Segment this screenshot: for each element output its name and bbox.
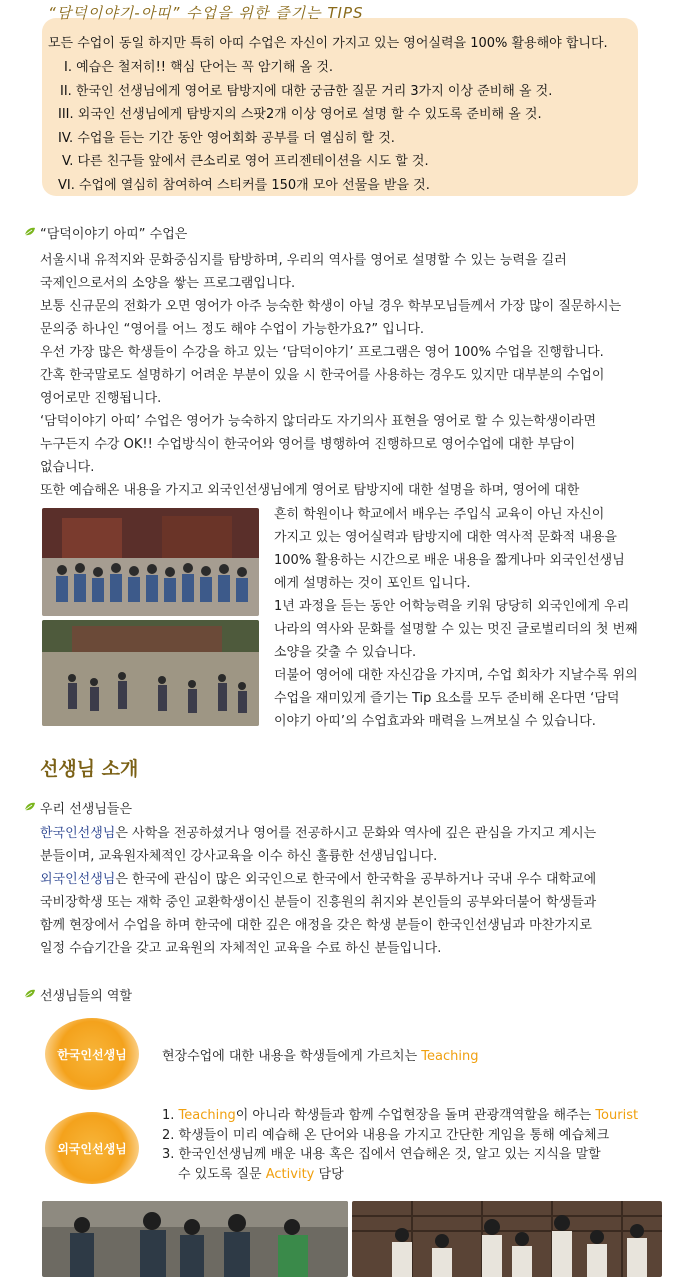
fr-role-1: 1. Teaching이 아니라 학생들과 함께 수업현장을 돌며 관광객역할을 해주는 Tourist <box>162 1108 639 1123</box>
teachers-heading: 우리 선생님들은 <box>40 802 133 817</box>
teachers-line: 분들이며, 교육원자체적인 강사교육을 이수 하신 훌륭한 선생님입니다. <box>40 849 438 864</box>
about-side-line: 더불어 영어에 대한 자신감을 가지며, 수업 회차가 지날수록 위의 <box>274 668 638 683</box>
tips-item-4: IV. 수업을 듣는 기간 동안 영어회화 공부를 더 열심히 할 것. <box>58 131 395 146</box>
group-photo-palace <box>42 508 259 616</box>
about-line: ‘담덕이야기 아띠’ 수업은 영어가 능숙하지 않더라도 자기의사 표현을 영어로 할 수 있는학생이라면 <box>40 414 597 429</box>
leaf-icon <box>24 801 36 813</box>
tips-title: “담덕이야기-아띠” 수업을 위한 즐기는 TIPS <box>48 4 364 22</box>
about-heading: “담덕이야기 아띠” 수업은 <box>40 227 188 242</box>
leaf-icon <box>24 988 36 1000</box>
about-side-line: 나라의 역사와 문화를 설명할 수 있는 멋진 글로벌리더의 첫 번째 <box>274 622 638 637</box>
tips-intro: 모든 수업이 동일 하지만 특히 아띠 수업은 자신이 가지고 있는 영어실력을 100% 활용해야 합니다. <box>48 36 608 51</box>
about-side-line: 가지고 있는 영어실력과 탐방지에 대한 역사적 문화적 내용을 <box>274 530 617 545</box>
tips-item-3: III. 외국인 선생님에게 탐방지의 스팟2개 이상 영어로 설명 할 수 있도록 준비해 올 것. <box>58 107 542 122</box>
about-line: 국제인으로서의 소양을 쌓는 프로그램입니다. <box>40 276 296 291</box>
tips-item-6: VI. 수업에 열심히 참여하여 스티커를 150개 모아 선물을 받을 것. <box>58 178 430 193</box>
teachers-title: 선생님 소개 <box>40 758 139 780</box>
tips-item-2: II. 한국인 선생님에게 영어로 탐방지에 대한 궁금한 질문 거리 3가지 이상 준비해 올 것. <box>60 84 553 99</box>
fr-teacher-label: 외국인선생님 <box>40 872 116 887</box>
fr-role-3-cont: 수 있도록 질문 Activity 담당 <box>178 1167 344 1182</box>
roles-heading: 선생님들의 역할 <box>40 989 133 1004</box>
about-side-line: 100% 활용하는 시간으로 배운 내용을 짧게나마 외국인선생님 <box>274 553 625 568</box>
leaf-icon <box>24 226 36 238</box>
group-photo-courtyard <box>42 620 259 726</box>
teachers-line: 일정 수습기간을 갖고 교육원의 자체적인 교육을 수료 하신 분들입니다. <box>40 941 442 956</box>
teachers-line: 은 한국에 관심이 많은 외국인으로 한국에서 한국학을 공부하거나 국내 우수 대학교에 <box>115 872 597 887</box>
about-line: 문의중 하나인 “영어를 어느 정도 해야 수업이 가능한가요?” 입니다. <box>40 322 425 337</box>
about-line: 우선 가장 많은 학생들이 수강을 하고 있는 ‘담덕이야기’ 프로그램은 영어 100% 수업을 진행합니다. <box>40 345 604 360</box>
about-line: 보통 신규문의 전화가 오면 영어가 아주 능숙한 학생이 아닐 경우 학부모님들께서 가장 많이 질문하시는 <box>40 299 622 314</box>
about-side-line: 에게 설명하는 것이 포인트 입니다. <box>274 576 471 591</box>
about-side-line: 1년 과정을 듣는 동안 어학능력을 키워 당당히 외국인에게 우리 <box>274 599 630 614</box>
about-text <box>40 249 621 502</box>
teachers-line: 은 사학을 전공하셨거나 영어를 전공하시고 문화와 역사에 깊은 관심을 가지고 계시는 <box>115 826 597 841</box>
teachers-text <box>40 822 596 960</box>
about-side-line: 수업을 재미있게 즐기는 Tip 요소를 모두 준비해 온다면 ‘담덕 <box>274 691 620 706</box>
students-photo-left <box>42 1201 348 1277</box>
kr-teacher-circle: 한국인선생님 <box>45 1018 139 1090</box>
about-line: 간혹 한국말로도 설명하기 어려운 부분이 있을 시 한국어를 사용하는 경우도 있지만 대부분의 수업이 <box>40 368 605 383</box>
fr-role-2: 2. 학생들이 미리 예습해 온 단어와 내용을 가지고 간단한 게임을 통해 예습체크 <box>162 1128 610 1143</box>
about-line: 또한 예습해온 내용을 가지고 외국인선생님에게 영어로 탐방지에 대한 설명을 하며, 영어에 대한 <box>40 483 580 498</box>
about-line: 서울시내 유적지와 문화중심지를 탐방하며, 우리의 역사를 영어로 설명할 수 있는 능력을 길러 <box>40 253 567 268</box>
about-side-text <box>274 503 638 733</box>
tips-item-1: I. 예습은 철저히!! 핵심 단어는 꼭 암기해 올 것. <box>64 60 334 75</box>
teachers-line: 함께 현장에서 수업을 하며 한국에 대한 깊은 애정을 갖은 학생 분들이 한국인선생님과 마찬가지로 <box>40 918 592 933</box>
teachers-line: 국비장학생 또는 재학 중인 교환학생이신 분들이 진흥원의 취지와 본인들의 공부와더불어 학생들과 <box>40 895 597 910</box>
fr-teacher-circle: 외국인선생님 <box>45 1112 139 1184</box>
students-photo-right <box>352 1201 662 1277</box>
about-side-line: 흔히 학원이나 학교에서 배우는 주입식 교육이 아닌 자신이 <box>274 507 605 522</box>
about-line: 없습니다. <box>40 460 95 475</box>
about-side-line: 이야기 아띠’의 수업효과와 매력을 느껴보실 수 있습니다. <box>274 714 596 729</box>
tips-item-5: V. 다른 친구들 앞에서 큰소리로 영어 프리젠테이션을 시도 할 것. <box>62 154 429 169</box>
kr-teacher-label: 한국인선생님 <box>40 826 116 841</box>
teaching-word: Teaching <box>421 1049 479 1064</box>
about-line: 누구든지 수강 OK!! 수업방식이 한국어와 영어를 병행하여 진행하므로 영어수업에 대한 부담이 <box>40 437 576 452</box>
fr-role-3: 3. 한국인선생님께 배운 내용 혹은 집에서 연습해온 것, 알고 있는 지식을 말할 <box>162 1147 601 1162</box>
about-side-line: 소양을 갖출 수 있습니다. <box>274 645 417 660</box>
about-line: 영어로만 진행됩니다. <box>40 391 162 406</box>
kr-role-text: 현장수업에 대한 내용을 학생들에게 가르치는 Teaching <box>162 1049 479 1064</box>
